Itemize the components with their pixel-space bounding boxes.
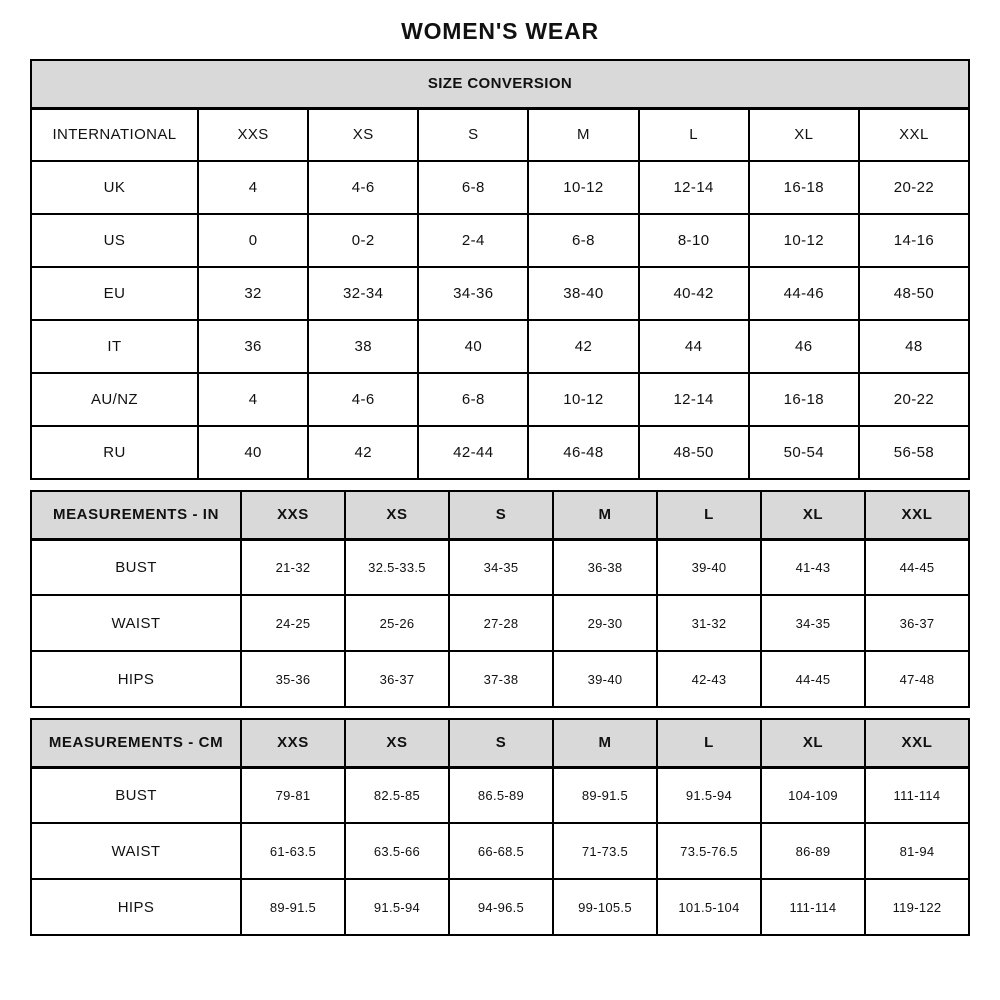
measurement-cell: 34-35	[449, 539, 553, 595]
measurements-cm-table	[30, 718, 970, 936]
size-cell: 34-36	[418, 267, 528, 320]
size-cell: 16-18	[749, 161, 859, 214]
size-cell: 12-14	[639, 373, 749, 426]
row-label: RU	[31, 426, 198, 479]
size-header-l: L	[657, 719, 761, 767]
row-label: UK	[31, 161, 198, 214]
measurement-cell: 111-114	[761, 879, 865, 935]
size-cell: 48-50	[859, 267, 969, 320]
table-row-it	[31, 320, 969, 373]
row-label: IT	[31, 320, 198, 373]
table-row-international	[31, 108, 969, 161]
size-cell: 0-2	[308, 214, 418, 267]
size-cell: 44	[639, 320, 749, 373]
measurement-cell: 61-63.5	[241, 823, 345, 879]
size-cell: 48-50	[639, 426, 749, 479]
size-cell: 46-48	[528, 426, 638, 479]
size-cell: 4	[198, 161, 308, 214]
measurement-cell: 81-94	[865, 823, 969, 879]
size-cell: 40-42	[639, 267, 749, 320]
measurement-cell: 47-48	[865, 651, 969, 707]
size-cell: 50-54	[749, 426, 859, 479]
measurement-cell: 39-40	[553, 651, 657, 707]
measurement-cell: 82.5-85	[345, 767, 449, 823]
size-cell: 32	[198, 267, 308, 320]
measurement-cell: 25-26	[345, 595, 449, 651]
size-conversion-table	[30, 59, 970, 480]
measurement-cell: 29-30	[553, 595, 657, 651]
size-header-xxl: XXL	[865, 719, 969, 767]
measurement-cell: 73.5-76.5	[657, 823, 761, 879]
size-cell: 32-34	[308, 267, 418, 320]
measurement-cell: 39-40	[657, 539, 761, 595]
table-row-waist-in	[31, 595, 969, 651]
size-cell: 0	[198, 214, 308, 267]
table-row-bust-in	[31, 539, 969, 595]
measurement-cell: 111-114	[865, 767, 969, 823]
size-header-s: S	[449, 719, 553, 767]
measurement-cell: 36-37	[345, 651, 449, 707]
measurement-cell: 44-45	[865, 539, 969, 595]
measurement-cell: 21-32	[241, 539, 345, 595]
size-cell: 12-14	[639, 161, 749, 214]
size-cell: 4	[198, 373, 308, 426]
measurement-cell: 32.5-33.5	[345, 539, 449, 595]
measurement-cell: 44-45	[761, 651, 865, 707]
measurement-cell: 86-89	[761, 823, 865, 879]
size-cell: 44-46	[749, 267, 859, 320]
table-row-waist-cm	[31, 823, 969, 879]
size-header-xl: XL	[761, 491, 865, 539]
measurements-in-header: MEASUREMENTS - IN	[31, 491, 241, 539]
size-cell: 6-8	[418, 373, 528, 426]
measurements-in-header-row	[31, 491, 969, 539]
size-cell: 6-8	[418, 161, 528, 214]
size-cell: 16-18	[749, 373, 859, 426]
row-label: WAIST	[31, 595, 241, 651]
measurement-cell: 63.5-66	[345, 823, 449, 879]
size-cell: 38-40	[528, 267, 638, 320]
page-title: WOMEN'S WEAR	[401, 18, 599, 44]
size-cell: 14-16	[859, 214, 969, 267]
measurement-cell: 119-122	[865, 879, 969, 935]
measurement-cell: 101.5-104	[657, 879, 761, 935]
size-cell: 36	[198, 320, 308, 373]
table-row-hips-cm	[31, 879, 969, 935]
measurement-cell: 79-81	[241, 767, 345, 823]
size-header-xs: XS	[345, 719, 449, 767]
row-label: BUST	[31, 539, 241, 595]
size-header-s: S	[449, 491, 553, 539]
column-header-international: INTERNATIONAL	[31, 108, 198, 161]
measurement-cell: 37-38	[449, 651, 553, 707]
measurement-cell: 91.5-94	[345, 879, 449, 935]
table-row-hips-in	[31, 651, 969, 707]
measurement-cell: 89-91.5	[553, 767, 657, 823]
measurements-in-table	[30, 490, 970, 708]
measurement-cell: 86.5-89	[449, 767, 553, 823]
table-row-eu	[31, 267, 969, 320]
column-header-xxs: XXS	[198, 108, 308, 161]
size-cell: 10-12	[528, 373, 638, 426]
row-label: EU	[31, 267, 198, 320]
column-header-xxl: XXL	[859, 108, 969, 161]
measurement-cell: 35-36	[241, 651, 345, 707]
size-conversion-header-row	[31, 60, 969, 108]
size-cell: 10-12	[749, 214, 859, 267]
size-cell: 20-22	[859, 161, 969, 214]
measurement-cell: 41-43	[761, 539, 865, 595]
size-header-m: M	[553, 719, 657, 767]
size-header-xxl: XXL	[865, 491, 969, 539]
measurement-cell: 71-73.5	[553, 823, 657, 879]
measurements-cm-header-row	[31, 719, 969, 767]
size-cell: 40	[418, 320, 528, 373]
measurement-cell: 36-37	[865, 595, 969, 651]
column-header-m: M	[528, 108, 638, 161]
table-row-ru	[31, 426, 969, 479]
table-row-us	[31, 214, 969, 267]
size-cell: 6-8	[528, 214, 638, 267]
table-row-bust-cm	[31, 767, 969, 823]
column-header-l: L	[639, 108, 749, 161]
size-header-l: L	[657, 491, 761, 539]
size-cell: 20-22	[859, 373, 969, 426]
table-row-uk	[31, 161, 969, 214]
size-header-m: M	[553, 491, 657, 539]
measurement-cell: 66-68.5	[449, 823, 553, 879]
measurements-cm-header: MEASUREMENTS - CM	[31, 719, 241, 767]
size-cell: 4-6	[308, 161, 418, 214]
row-label: BUST	[31, 767, 241, 823]
row-label: HIPS	[31, 651, 241, 707]
size-cell: 42	[528, 320, 638, 373]
row-label: HIPS	[31, 879, 241, 935]
size-cell: 46	[749, 320, 859, 373]
row-label: AU/NZ	[31, 373, 198, 426]
size-header-xxs: XXS	[241, 491, 345, 539]
size-cell: 4-6	[308, 373, 418, 426]
measurement-cell: 34-35	[761, 595, 865, 651]
column-header-xs: XS	[308, 108, 418, 161]
measurement-cell: 42-43	[657, 651, 761, 707]
size-header-xl: XL	[761, 719, 865, 767]
size-cell: 42-44	[418, 426, 528, 479]
size-cell: 2-4	[418, 214, 528, 267]
size-header-xs: XS	[345, 491, 449, 539]
measurement-cell: 31-32	[657, 595, 761, 651]
measurement-cell: 94-96.5	[449, 879, 553, 935]
size-cell: 48	[859, 320, 969, 373]
measurement-cell: 91.5-94	[657, 767, 761, 823]
row-label: WAIST	[31, 823, 241, 879]
row-label: US	[31, 214, 198, 267]
table-row-au-nz	[31, 373, 969, 426]
measurement-cell: 89-91.5	[241, 879, 345, 935]
size-cell: 10-12	[528, 161, 638, 214]
column-header-xl: XL	[749, 108, 859, 161]
measurement-cell: 27-28	[449, 595, 553, 651]
measurement-cell: 36-38	[553, 539, 657, 595]
size-cell: 38	[308, 320, 418, 373]
column-header-s: S	[418, 108, 528, 161]
size-conversion-header: SIZE CONVERSION	[31, 60, 969, 108]
measurement-cell: 104-109	[761, 767, 865, 823]
size-cell: 42	[308, 426, 418, 479]
measurement-cell: 24-25	[241, 595, 345, 651]
measurement-cell: 99-105.5	[553, 879, 657, 935]
size-cell: 56-58	[859, 426, 969, 479]
size-header-xxs: XXS	[241, 719, 345, 767]
size-cell: 8-10	[639, 214, 749, 267]
size-cell: 40	[198, 426, 308, 479]
